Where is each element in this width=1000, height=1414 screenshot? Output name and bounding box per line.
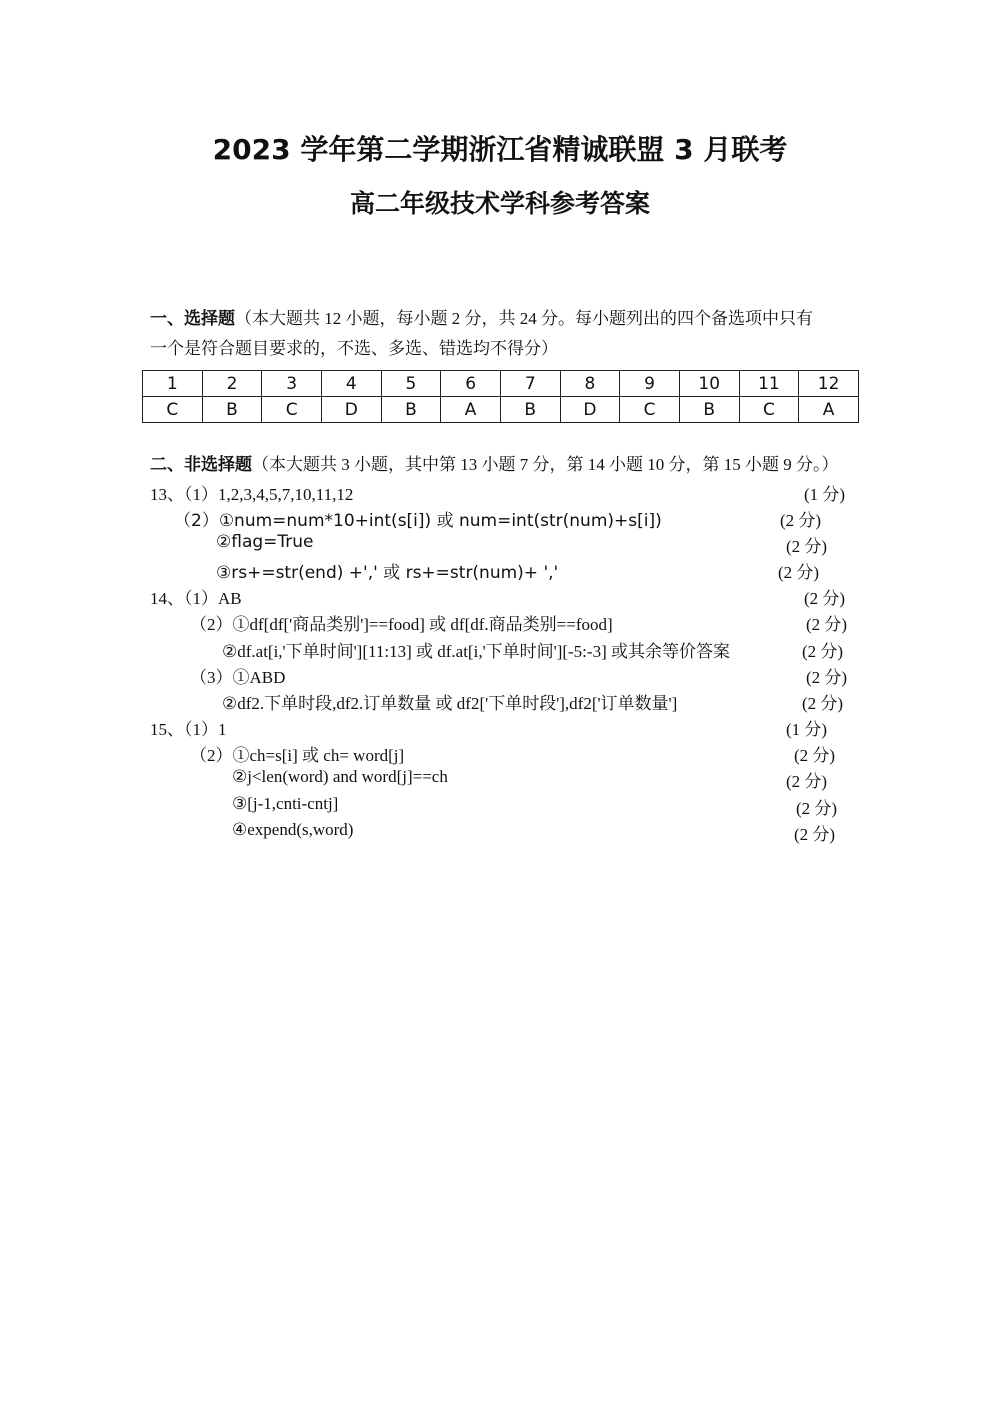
score-14-3-1: (2 分) <box>806 668 848 687</box>
question-number: 5 <box>381 371 441 397</box>
answer-table-number-row <box>143 371 859 397</box>
section1-description-line2: 一个是符合题目要求的，不选、多选、错选均不得分） <box>150 339 558 358</box>
section2-description: （本大题共 3 小题，其中第 13 小题 7 分，第 14 小题 10 分，第 15 小题 9 分。） <box>252 455 839 474</box>
score-13-2-3: (2 分) <box>778 563 820 582</box>
score-15-2-3: (2 分) <box>796 799 838 818</box>
section2-heading: 二、非选择题 <box>150 455 252 475</box>
answer-cell: A <box>799 397 859 423</box>
answer-cell: C <box>739 397 799 423</box>
score-14-2-1: (2 分) <box>806 615 848 634</box>
answer-line-15-2-2: ②j<len(word) and word[j]==ch <box>232 767 448 786</box>
answer-line-13-2-3: ③rs+=str(end) +',' 或 rs+=str(num)+ ',' <box>216 563 559 583</box>
answer-line-14-3-1: （3）①ABD <box>190 668 286 687</box>
answer-line-13-2-2: ②flag=True <box>216 532 314 552</box>
score-13-1: (1 分) <box>804 485 846 504</box>
answer-cell: C <box>143 397 203 423</box>
page-subtitle: 高二年级技术学科参考答案 <box>349 189 650 218</box>
answer-cell: B <box>381 397 441 423</box>
answer-line-15-2-4: ④expend(s,word) <box>232 820 354 839</box>
answer-line-15-1: 15、（1）1 <box>150 720 227 739</box>
answer-cell: B <box>679 397 739 423</box>
score-15-1: (1 分) <box>786 720 828 739</box>
section1-heading: 一、选择题 <box>150 309 235 329</box>
answer-cell: D <box>321 397 381 423</box>
section1-intro <box>150 304 862 364</box>
answer-line-14-3-2: ②df2.下单时段,df2.订单数量 或 df2['下单时段'],df2['订单数量'] <box>222 694 678 713</box>
answer-cell: B <box>500 397 560 423</box>
score-14-1: (2 分) <box>804 589 846 608</box>
question-number: 7 <box>500 371 560 397</box>
question-number: 11 <box>739 371 799 397</box>
answer-cell: A <box>441 397 501 423</box>
answer-line-14-1: 14、（1）AB <box>150 589 242 608</box>
score-13-2-2: (2 分) <box>786 537 828 556</box>
answer-line-15-2-3: ③[j-1,cnti-cntj] <box>232 794 339 813</box>
answer-line-14-2-1: （2）①df[df['商品类别']==food] 或 df[df.商品类别==food] <box>190 615 613 634</box>
question-number: 9 <box>620 371 680 397</box>
question-number: 2 <box>202 371 262 397</box>
question-number: 1 <box>143 371 203 397</box>
score-14-2-2: (2 分) <box>802 642 844 661</box>
answer-table-answer-row <box>143 397 859 423</box>
answer-cell: C <box>262 397 322 423</box>
score-14-3-2: (2 分) <box>802 694 844 713</box>
question-number: 4 <box>321 371 381 397</box>
question-number: 6 <box>441 371 501 397</box>
score-15-2-1: (2 分) <box>794 746 836 765</box>
score-15-2-4: (2 分) <box>794 825 836 844</box>
answer-line-13-2-1: （2）①num=num*10+int(s[i]) 或 num=int(str(num)+s[i]) <box>174 511 662 531</box>
score-13-2-1: (2 分) <box>780 511 822 530</box>
answer-line-14-2-2: ②df.at[i,'下单时间'][11:13] 或 df.at[i,'下单时间'][-5:-3] 或其余等价答案 <box>222 642 730 661</box>
section1-description-line1: （本大题共 12 小题，每小题 2 分，共 24 分。每小题列出的四个备选项中只有 <box>235 309 813 328</box>
answer-line-15-2-1: （2）①ch=s[i] 或 ch= word[j] <box>190 746 405 765</box>
answer-cell: B <box>202 397 262 423</box>
question-number: 10 <box>679 371 739 397</box>
answer-line-13-1: 13、（1）1,2,3,4,5,7,10,11,12 <box>150 485 354 504</box>
section2-intro <box>150 450 862 480</box>
question-number: 8 <box>560 371 620 397</box>
page-title: 2023 学年第二学期浙江省精诚联盟 3 月联考 <box>212 133 788 166</box>
score-15-2-2: (2 分) <box>786 772 828 791</box>
answer-table <box>142 370 859 423</box>
answer-cell: C <box>620 397 680 423</box>
question-number: 3 <box>262 371 322 397</box>
answer-cell: D <box>560 397 620 423</box>
question-number: 12 <box>799 371 859 397</box>
